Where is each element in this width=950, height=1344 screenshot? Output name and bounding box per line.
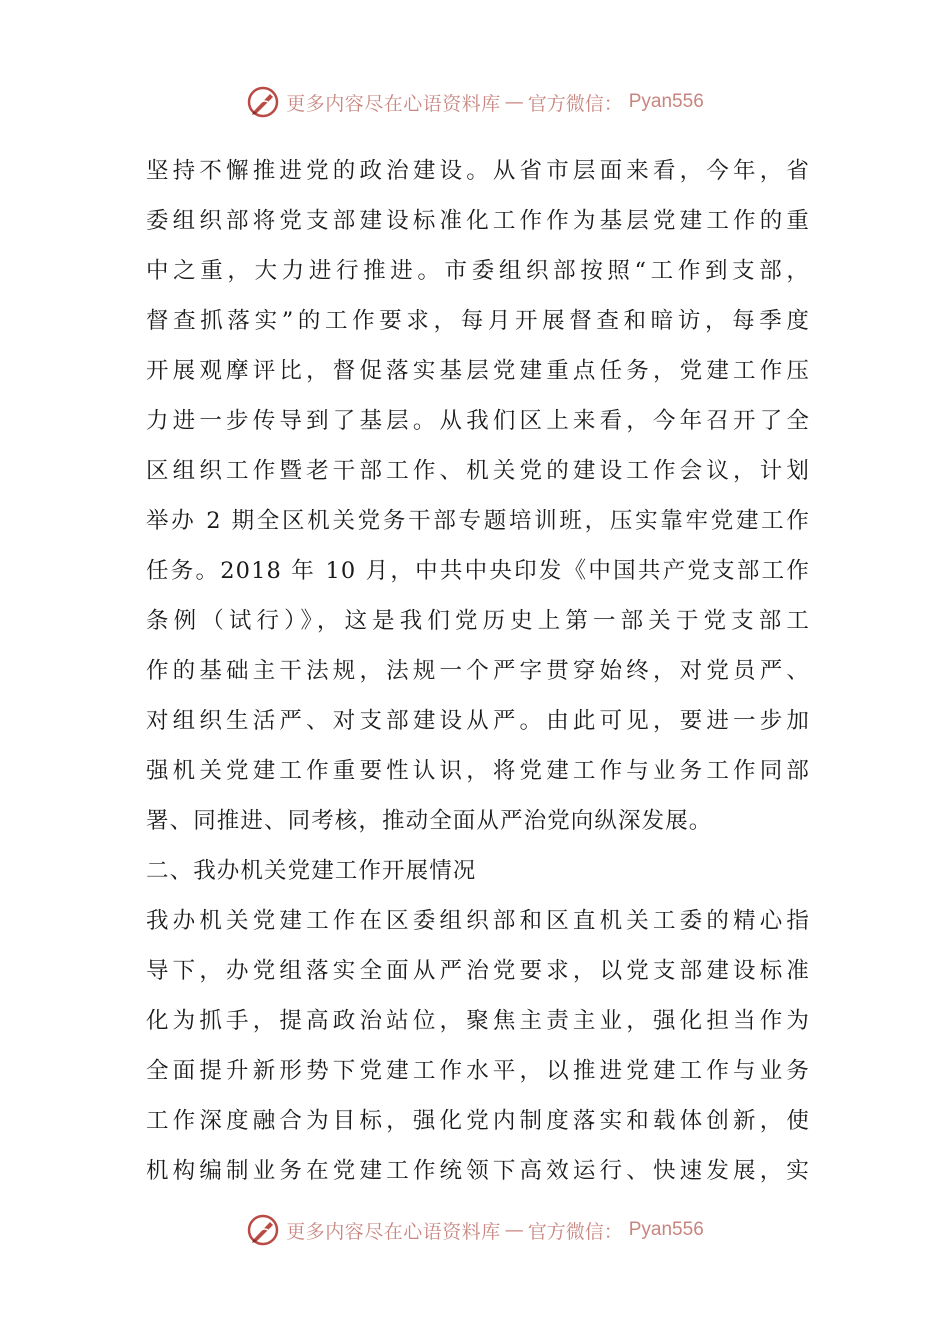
section-paragraph-line: 我办机关党建工作在区委组织部和区直机关工委的精心指 — [146, 908, 810, 934]
paragraph-line: 区组织工作暨老干部工作、机关党的建设工作会议，计划 — [146, 458, 810, 484]
paragraph-line: 任务。2018 年 10 月，中共中央印发《中国共产党支部工作 — [146, 558, 810, 584]
watermark-separator: — — [504, 1219, 524, 1241]
watermark-handle: Pyan556 — [628, 1219, 704, 1240]
paragraph-line: 作的基础主干法规，法规一个严字贯穿始终，对党员严、 — [146, 658, 810, 684]
pen-logo-icon — [246, 1213, 280, 1247]
paragraph-line: 督查抓落实”的工作要求，每月开展督查和暗访，每季度 — [146, 308, 810, 334]
watermark-text: 更多内容尽在心语资料库 — [286, 92, 501, 115]
watermark-handle: Pyan556 — [628, 91, 704, 112]
watermark-suffix: 官方微信： — [527, 1220, 623, 1243]
section-paragraph-line: 导下，办党组落实全面从严治党要求，以党支部建设标准 — [146, 958, 810, 984]
section-paragraph-line: 全面提升新形势下党建工作水平，以推进党建工作与业务 — [146, 1058, 810, 1084]
paragraph-line: 力进一步传导到了基层。从我们区上来看，今年召开了全 — [146, 408, 810, 434]
footer-watermark — [0, 1210, 950, 1250]
pen-logo-icon — [246, 85, 280, 119]
section-paragraph-line: 机构编制业务在党建工作统领下高效运行、快速发展，实 — [146, 1158, 810, 1184]
paragraph-line: 开展观摩评比，督促落实基层党建重点任务，党建工作压 — [146, 358, 810, 384]
paragraph-line-last: 署、同推进、同考核，推动全面从严治党向纵深发展。 — [146, 808, 713, 834]
paragraph-line: 中之重，大力进行推进。市委组织部按照“工作到支部， — [146, 258, 810, 284]
section-paragraph-line: 工作深度融合为目标，强化党内制度落实和载体创新，使 — [146, 1108, 810, 1134]
watermark-suffix: 官方微信： — [527, 92, 623, 115]
paragraph-line: 委组织部将党支部建设标准化工作作为基层党建工作的重 — [146, 208, 810, 234]
paragraph-line: 举办 2 期全区机关党务干部专题培训班，压实靠牢党建工作 — [146, 508, 810, 534]
header-watermark — [0, 82, 950, 122]
paragraph-line: 强机关党建工作重要性认识，将党建工作与业务工作同部 — [146, 758, 810, 784]
paragraph-line: 坚持不懈推进党的政治建设。从省市层面来看，今年，省 — [146, 158, 810, 184]
watermark-separator: — — [504, 91, 524, 113]
paragraph-line: 条例（试行）》，这是我们党历史上第一部关于党支部工 — [146, 608, 810, 634]
document-body — [146, 146, 810, 1196]
watermark-text: 更多内容尽在心语资料库 — [286, 1220, 501, 1243]
section-heading: 二、我办机关党建工作开展情况 — [146, 858, 477, 884]
paragraph-line: 对组织生活严、对支部建设从严。由此可见，要进一步加 — [146, 708, 810, 734]
section-paragraph-line: 化为抓手，提高政治站位，聚焦主责主业，强化担当作为 — [146, 1008, 810, 1034]
